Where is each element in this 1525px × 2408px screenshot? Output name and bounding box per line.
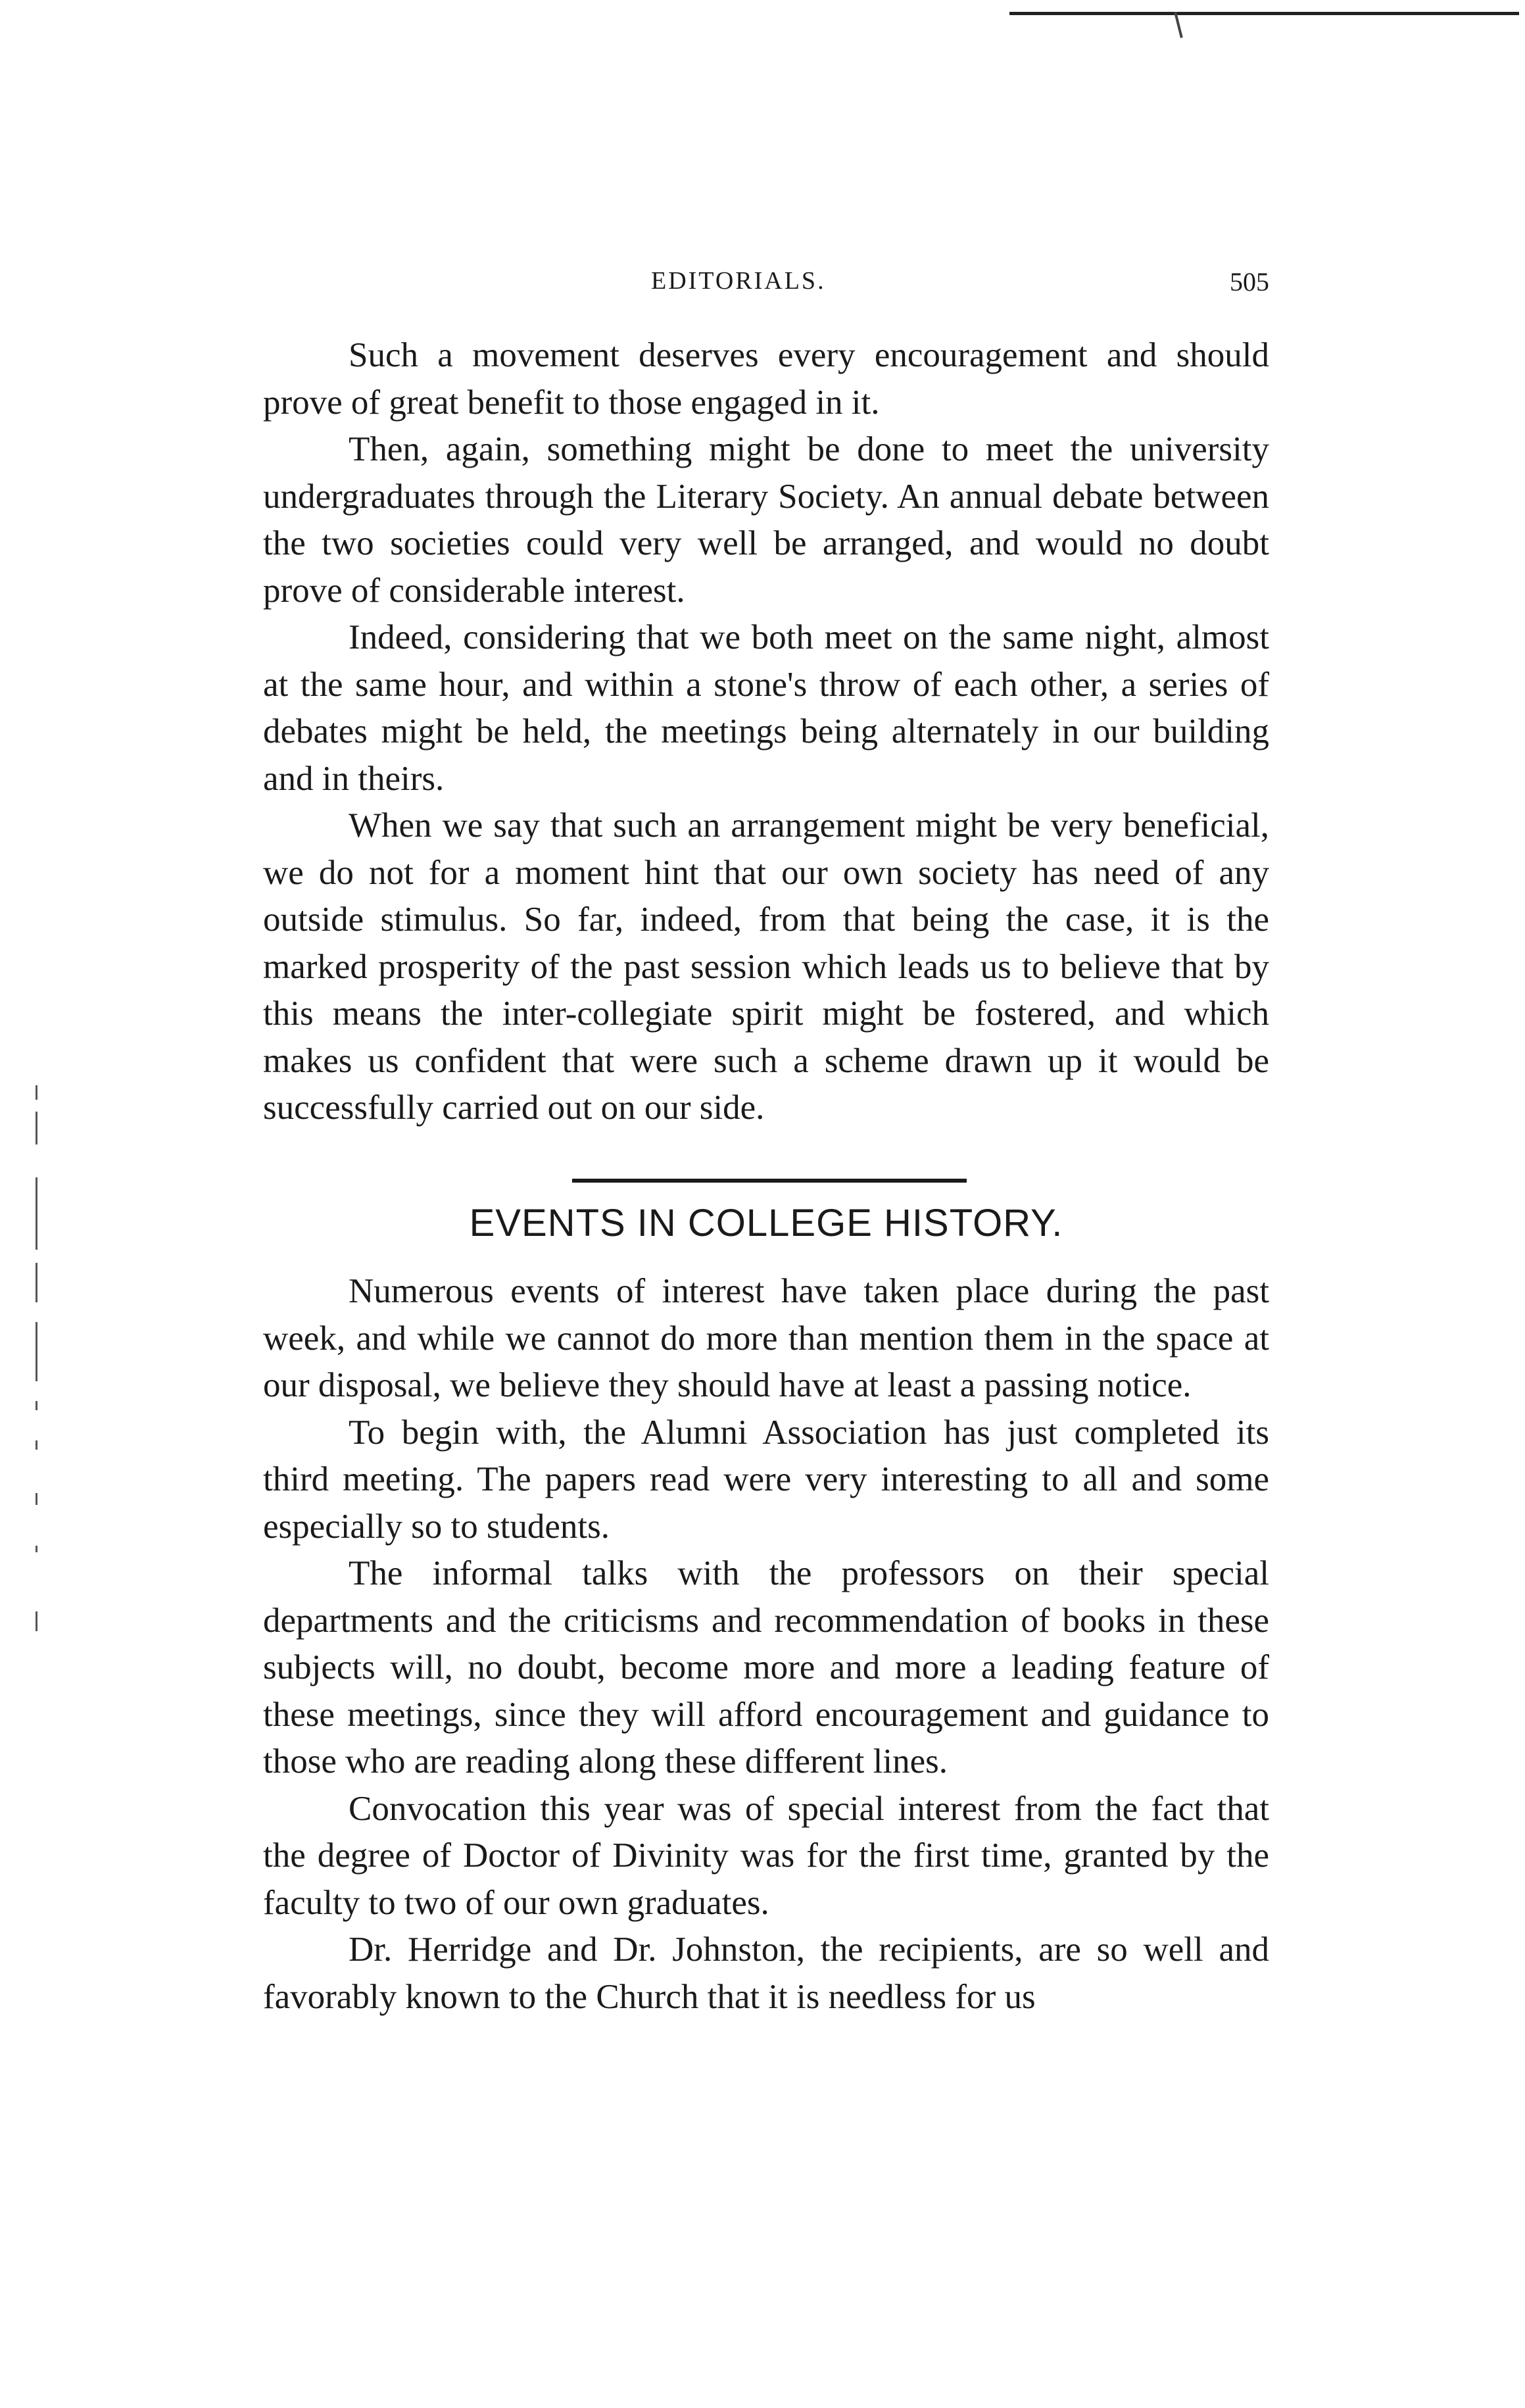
paragraph: Then, again, something might be done to meet the university undergraduates through the Literary Society. An annual debate between the two societies could very well be arranged, and would no doubt prove of considerable interest.	[263, 430, 1269, 610]
paragraph: Indeed, considering that we both meet on the same night, almost at the same hour, and within a stone's throw of each other, a series of debates might be held, the meetings being alternately in our building and in theirs.	[263, 618, 1269, 798]
page-header	[651, 266, 1269, 306]
running-head: EDITORIALS.	[651, 267, 826, 295]
paragraph: Convocation this year was of special interest from the fact that the degree of Doctor of Divinity was for the first time, granted by the faculty to two of our own graduates.	[263, 1789, 1269, 1922]
margin-scan-marks	[29, 1085, 49, 1677]
top-edge-rule	[1009, 12, 1519, 15]
top-edge-tick-mark	[1174, 12, 1183, 38]
paragraph: To begin with, the Alumni Association has just completed its third meeting. The papers read were very interesting to all and some especially so to students.	[263, 1413, 1269, 1546]
section-divider	[572, 1179, 967, 1183]
paragraph: Such a movement deserves every encouragement and should prove of great benefit to those engaged in it.	[263, 336, 1269, 422]
paragraph: Dr. Herridge and Dr. Johnston, the recipients, are so well and favorably known to the Church that it is needless for us	[263, 1930, 1269, 2016]
paragraph: When we say that such an arrangement might be very beneficial, we do not for a moment hint that our own society has need of any outside stimulus. So far, indeed, from that being the case, it is the marked prosperity of the past session which leads us to believe that by this means the inter-collegiate spirit might be fostered, and which makes us confident that were such a scheme drawn up it would be successfully carried out on our side.	[263, 806, 1269, 1127]
paragraph: Numerous events of interest have taken place during the past week, and while we cannot do more than mention them in the space at our disposal, we believe they should have at least a passing notice.	[263, 1272, 1269, 1404]
page-number: 505	[1230, 267, 1269, 297]
paragraph: The informal talks with the professors on their special departments and the criticisms and recommendation of books in these subjects will, no doubt, become more and more a leading feature of these meetings, since they will afford encouragement and guidance to those who are reading along these different lines.	[263, 1554, 1269, 1781]
section-heading: EVENTS IN COLLEGE HISTORY.	[469, 1202, 1063, 1244]
events-text	[263, 1268, 1269, 2021]
editorial-text	[263, 332, 1269, 1132]
